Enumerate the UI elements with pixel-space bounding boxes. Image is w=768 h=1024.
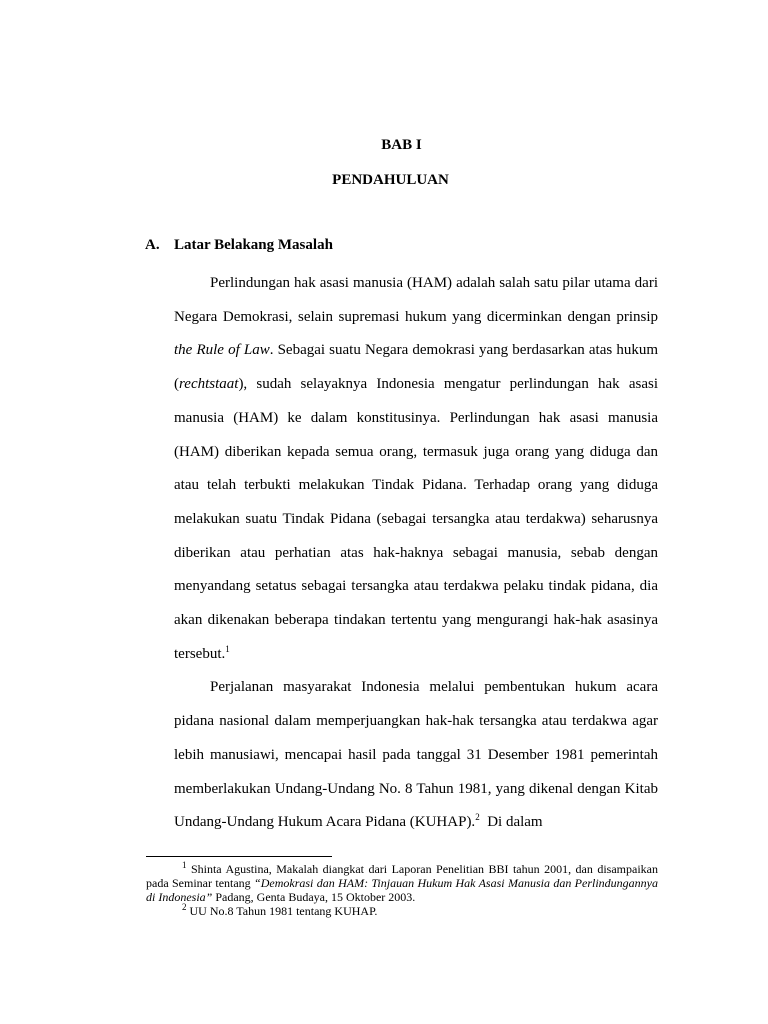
footnote-1-number: 1 — [182, 860, 187, 870]
footnotes — [146, 862, 658, 918]
chapter-number: BAB I — [381, 137, 422, 153]
footnote-2-text-1: UU No.8 Tahun 1981 tentang KUHAP. — [186, 904, 378, 918]
body-text — [174, 267, 658, 840]
paragraph-2 — [174, 671, 658, 840]
paragraph-1-text-3: ), sudah selayaknya Indonesia mengatur perlindungan hak asasi manusia (HAM) ke dalam konstitusinya. Perlindungan hak asasi manusia (HAM) diberikan kepada semua orang, termasuk juga orang yang diduga dan atau telah terbukti melakukan Tindak Pidana. Terhadap orang yang diduga melakukan suatu Tindak Pidana (sebagai tersangka atau terdakwa) seharusnya diberikan atau perhatian atas hak-haknya sebagai manusia, sebab dengan menyandang setatus sebagai tersangka atau terdakwa pelaku tindak pidana, dia akan dikenakan beberapa tindakan tertentu yang mengurangi hak-hak asasinya tersebut. — [174, 376, 658, 662]
footnote-1 — [146, 862, 658, 904]
paragraph-2-text-1: Perjalanan masyarakat Indonesia melalui pembentukan hukum acara pidana nasional dalam memperjuangkan hak-hak tersangka atau terdakwa agar lebih manusiawi, mencapai hasil pada tanggal 31 Desember 1981 pemerintah memberlakukan Undang-Undang No. 8 Tahun 1981, yang dikenal dengan Kitab Undang-Undang Hukum Acara Pidana (KUHAP). — [174, 679, 658, 831]
paragraph-1-italic-1: the Rule of Law — [174, 342, 270, 359]
footnote-1-text-2: Padang, Genta Budaya, 15 Oktober 2003. — [212, 890, 416, 904]
paragraph-1-italic-2: rechtstaat — [179, 376, 239, 393]
footnote-ref-1: 1 — [225, 643, 230, 654]
footnote-1-text-1: Shinta Agustina, Makalah diangkat dari Laporan Penelitian BBI tahun 2001, dan disampaikan pada Seminar tentang — [146, 862, 658, 890]
section-title: Latar Belakang Masalah — [174, 237, 333, 253]
paragraph-1-text-1: Perlindungan hak asasi manusia (HAM) adalah salah satu pilar utama dari Negara Demokrasi, selain supremasi hukum yang dicerminkan dengan prinsip — [174, 275, 658, 325]
footnote-2 — [146, 904, 658, 918]
section-letter: A. — [145, 237, 160, 253]
footnote-ref-2: 2 — [475, 812, 480, 823]
paragraph-2-text-2: Di dalam — [479, 814, 543, 831]
paragraph-1 — [174, 267, 658, 671]
footnote-2-number: 2 — [182, 902, 187, 912]
paragraph-1-text-2: . Sebagai suatu Negara demokrasi yang berdasarkan atas hukum ( — [174, 342, 658, 393]
footnote-1-italic: “Demokrasi dan HAM: Tinjauan Hukum Hak Asasi Manusia dan Perlindungannya di Indonesia” — [146, 876, 658, 904]
footnote-divider — [146, 856, 332, 857]
section-heading — [145, 235, 333, 255]
chapter-title: PENDAHULUAN — [332, 172, 449, 188]
